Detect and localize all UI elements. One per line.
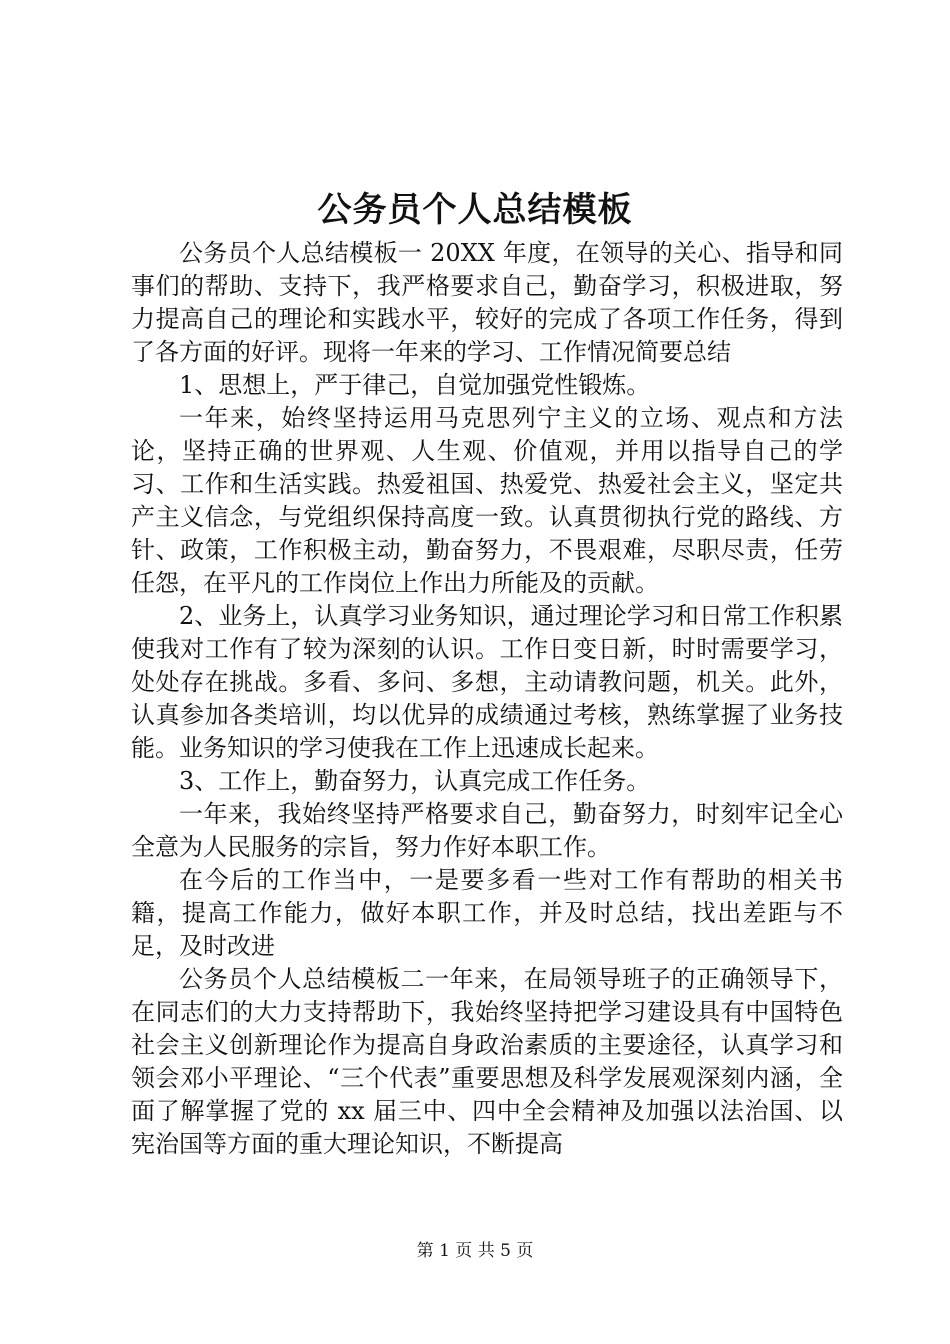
paragraph-heading-3: 3、工作上，勤奋努力，认真完成工作任务。 [179,767,651,795]
document-body [131,237,843,1161]
paragraph-intro: 公务员个人总结模板一 20XX 年度，在领导的关心、指导和同事们的帮助、支持下，我严格要求自己，勤奋学习，积极进取，努力提高自己的理论和实践水平，较好的完成了各项工作任务，得到了各方面的好评。现将一年来的学习、工作情况简要总结 [131,239,843,366]
paragraph-business: 2、业务上，认真学习业务知识，通过理论学习和日常工作积累使我对工作有了较为深刻的认识。工作日变日新，时时需要学习，处处存在挑战。多看、多问、多想，主动请教问题，机关。此外，认真参加各类培训，均以优异的成绩通过考核，熟练掌握了业务技能。业务知识的学习使我在工作上迅速成长起来。 [131,602,843,762]
paragraph-template-two: 公务员个人总结模板二一年来，在局领导班子的正确领导下，在同志们的大力支持帮助下，我始终坚持把学习建设具有中国特色社会主义创新理论作为提高自身政治素质的主要途径，认真学习和领会邓小平理论、“三个代表”重要思想及科学发展观深刻内涵，全面了解掌握了党的 xx 届三中、四中全会精神及加强以法治国、以宪治国等方面的重大理论知识，不断提高 [131,965,843,1158]
page-footer: 第 1 页 共 5 页 [416,1241,534,1261]
paragraph-future: 在今后的工作当中，一是要多看一些对工作有帮助的相关书籍，提高工作能力，做好本职工作，并及时总结，找出差距与不足，及时改进 [131,866,843,960]
paragraph-heading-1: 1、思想上，严于律己，自觉加强党性锻炼。 [179,371,651,399]
document-title: 公务员个人总结模板 [317,190,633,230]
paragraph-ideology: 一年来，始终坚持运用马克思列宁主义的立场、观点和方法论，坚持正确的世界观、人生观、价值观，并用以指导自己的学习、工作和生活实践。热爱祖国、热爱党、热爱社会主义，坚定共产主义信念，与党组织保持高度一致。认真贯彻执行党的路线、方针、政策，工作积极主动，勤奋努力，不畏艰难，尽职尽责，任劳任怨，在平凡的工作岗位上作出力所能及的贡献。 [131,404,843,597]
paragraph-work: 一年来，我始终坚持严格要求自己，勤奋努力，时刻牢记全心全意为人民服务的宗旨，努力作好本职工作。 [131,800,843,861]
